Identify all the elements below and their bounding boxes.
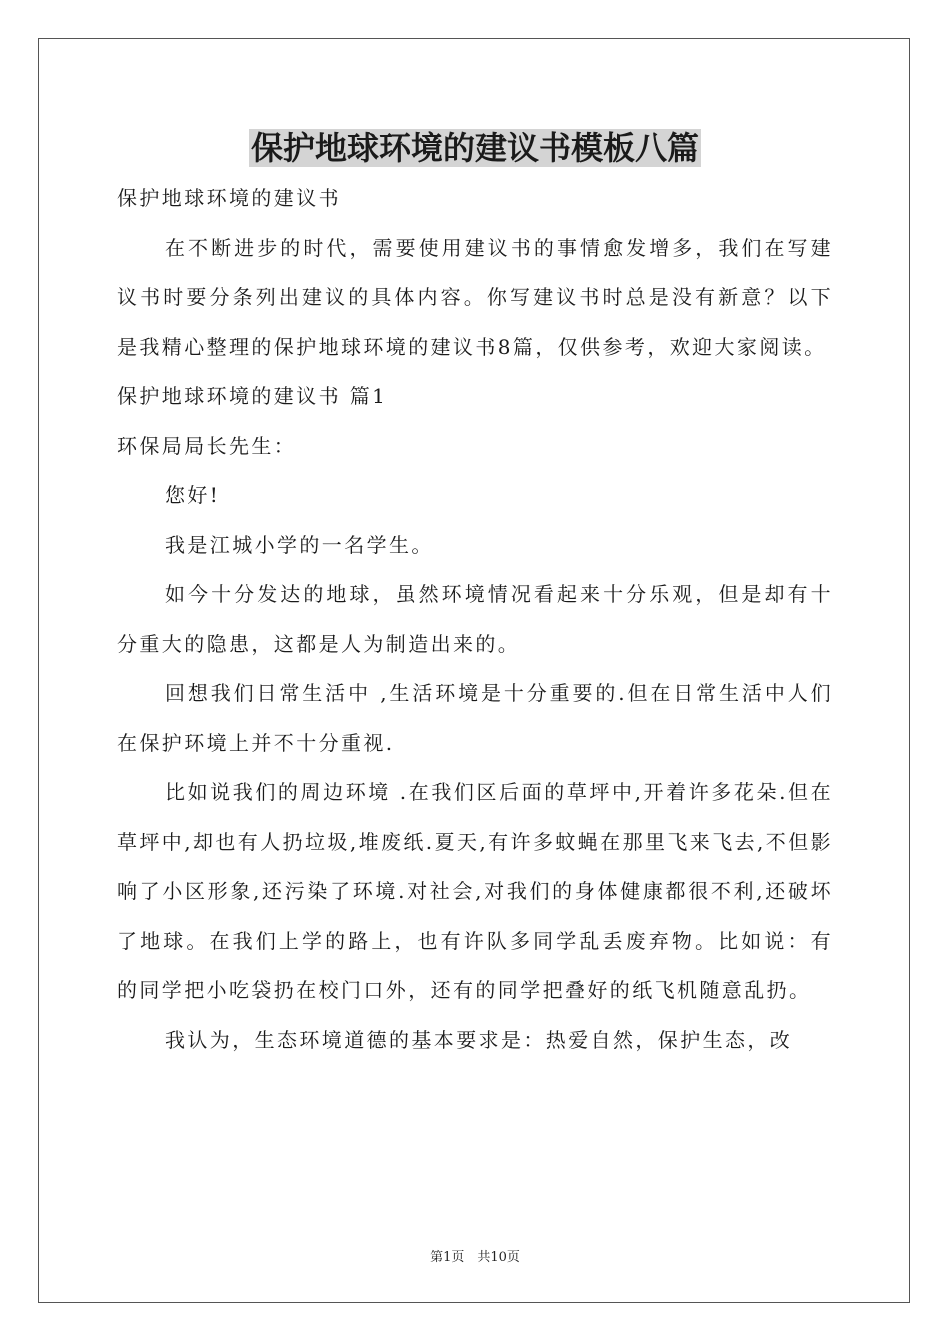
paragraph: 在不断进步的时代，需要使用建议书的事情愈发增多，我们在写建议书时要分条列出建议的具体内容。你写建议书时总是没有新意？以下是我精心整理的保护地球环境的建议书8篇，仅供参考，欢迎大家阅读。 (117, 235, 833, 359)
page-footer: 第1页 共10页 (430, 1250, 520, 1265)
paragraph: 如今十分发达的地球，虽然环境情况看起来十分乐观，但是却有十分重大的隐患，这都是人为制造出来的。 (117, 582, 833, 656)
paragraph: 回想我们日常生活中 ,生活环境是十分重要的.但在日常生活中人们在保护环境上并不十分重视. (117, 681, 833, 755)
paragraph: 保护地球环境的建议书 (117, 186, 341, 210)
document-body (117, 174, 833, 1065)
paragraph: 比如说我们的周边环境 .在我们区后面的草坪中,开着许多花朵.但在草坪中,却也有人扔垃圾,堆废纸.夏天,有许多蚊蝇在那里飞来飞去,不但影响了小区形象,还污染了环境.对社会,对我们的身体健康都很不利,还破坏了地球。在我们上学的路上，也有许队多同学乱丢废弃物。比如说：有的同学把小吃袋扔在校门口外，还有的同学把叠好的纸飞机随意乱扔。 (117, 780, 833, 1002)
title-text: 保护地球环境的建议书模板八篇 (250, 129, 699, 167)
paragraph: 保护地球环境的建议书 篇1 (117, 384, 388, 408)
paragraph: 您好! (165, 483, 221, 507)
paragraph: 环保局局长先生： (117, 433, 297, 458)
document-title (0, 124, 950, 172)
paragraph: 我是江城小学的一名学生。 (165, 532, 434, 557)
paragraph: 我认为，生态环境道德的基本要求是：热爱自然，保护生态，改 (165, 1027, 793, 1052)
